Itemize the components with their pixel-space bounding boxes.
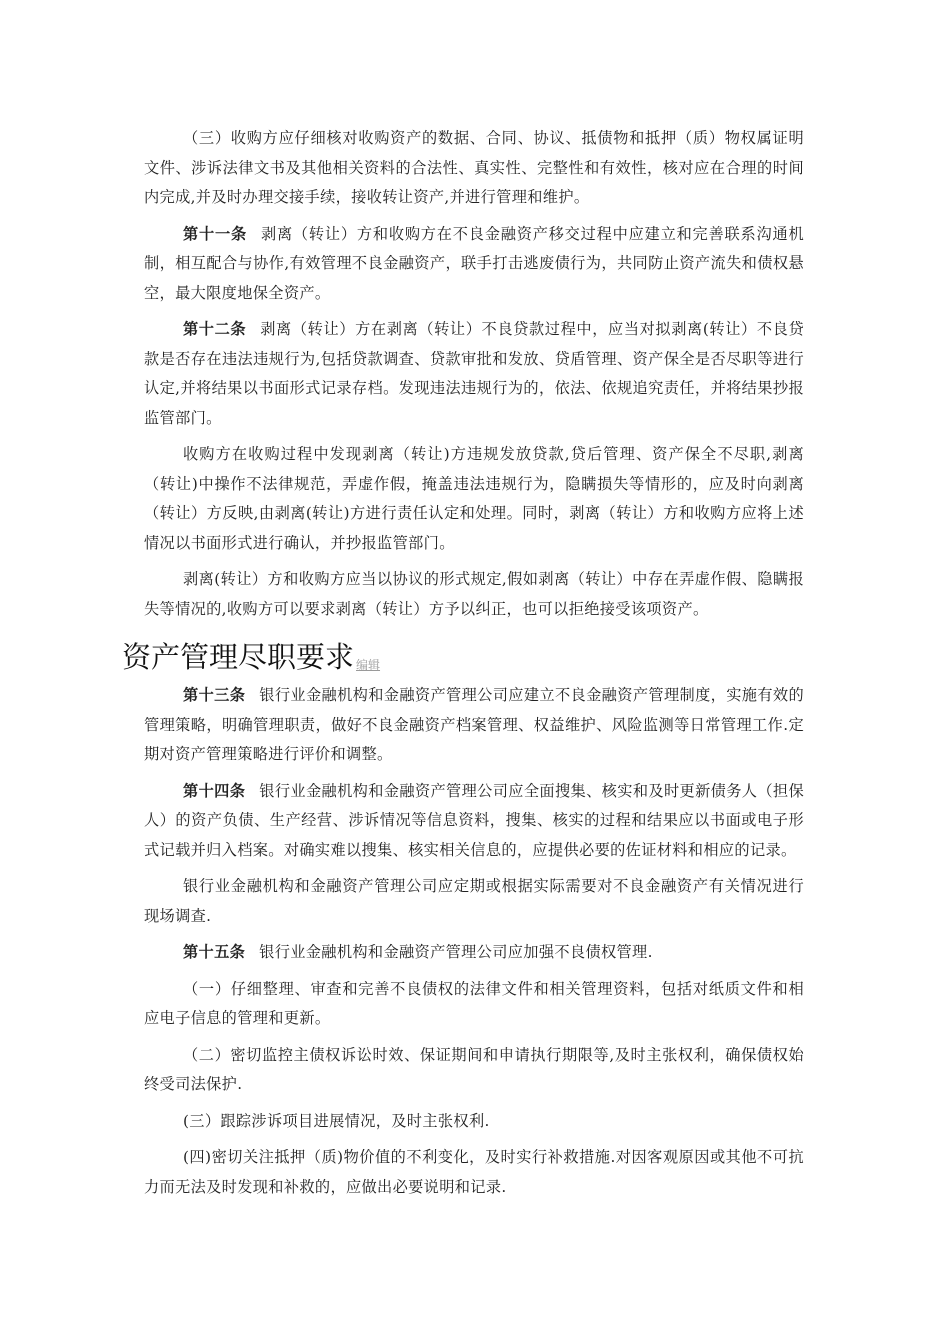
article-13-text: 银行业金融机构和金融资产管理公司应建立不良金融资产管理制度，实施有效的管理策略，明确管理职责，做好不良金融资产档案管理、权益维护、风险监测等日常管理工作.定期对资产管理策略进行评价和调整。 [144, 686, 805, 763]
article-12-label: 第十二条 [183, 320, 247, 338]
article-12 [144, 315, 804, 433]
paragraph-periodic-survey: 银行业金融机构和金融资产管理公司应定期或根据实际需要对不良金融资产有关情况进行现场调查. [144, 877, 804, 925]
edit-link[interactable]: 编辑 [356, 658, 381, 672]
article-14-label: 第十四条 [183, 781, 246, 800]
list-item-4: (四)密切关注抵押（质)物价值的不利变化，及时实行补救措施.对因客观原因或其他不可抗力而无法及时发现和补救的，应做出必要说明和记录. [144, 1148, 804, 1196]
article-15 [144, 938, 804, 968]
article-15-label: 第十五条 [183, 943, 246, 961]
article-15-text: 银行业金融机构和金融资产管理公司应加强不良债权管理. [259, 943, 653, 961]
list-item-2: （二）密切监控主债权诉讼时效、保证期间和申请执行期限等,及时主张权利，确保债权始终受司法保护. [144, 1045, 804, 1093]
article-12-text: 剥离（转让）方在剥离（转让）不良贷款过程中，应当对拟剥离(转让）不良贷款是否存在违法违规行为,包括贷款调查、贷款审批和发放、贷盾管理、资产保全是否尽职等进行认定,并将结果以书面形式记录存档。发现违法违规行为的，依法、依规追究责任，并将结果抄报监管部门。 [144, 320, 804, 427]
list-item-1: （一）仔细整理、审查和完善不良债权的法律文件和相关管理资料，包括对纸质文件和相应电子信息的管理和更新。 [144, 979, 804, 1027]
article-13-label: 第十三条 [183, 686, 246, 704]
paragraph-buyer-findings: 收购方在收购过程中发现剥离（转让)方违规发放贷款,贷后管理、资产保全不尽职,剥离（转让)中操作不法律规范，弄虚作假，掩盖违法违规行为，隐瞒损失等情形的，应及时向剥离（转让）方反映,由剥离(转让)方进行责任认定和处理。同时，剥离（转让）方和收购方应将上述情况以书面形式进行确认，并抄报监管部门。 [144, 445, 804, 552]
article-11 [144, 220, 804, 309]
article-11-text: 剥离（转让）方和收购方在不良金融资产移交过程中应建立和完善联系沟通机制，相互配合与协作,有效管理不良金融资产，联手打击逃废债行为，共同防止资产流失和债权悬空，最大限度地保全资产。 [144, 224, 804, 302]
paragraph-acquirer-verification: （三）收购方应仔细核对收购资产的数据、合同、协议、抵债物和抵押（质）物权属证明文件、涉诉法律文书及其他相关资料的合法性、真实性、完整性和有效性，核对应在合理的时间内完成,并及时办理交接手续，接收转让资产,并进行管理和维护。 [144, 129, 804, 206]
article-11-label: 第十一条 [183, 224, 247, 243]
section-title: 资产管理尽职要求 [122, 640, 355, 674]
list-item-3: (三）跟踪涉诉项目进展情况，及时主张权利. [183, 1111, 490, 1130]
article-14 [144, 777, 804, 866]
paragraph-agreement: 剥离(转让）方和收购方应当以协议的形式规定,假如剥离（转让）中存在弄虚作假、隐瞒报失等情况的,收购方可以要求剥离（转让）方予以纠正，也可以拒绝接受该项资产。 [144, 570, 804, 618]
article-14-text: 银行业金融机构和金融资产管理公司应全面搜集、核实和及时更新债务人（担保人）的资产负债、生产经营、涉诉情况等信息资料，搜集、核实的过程和结果应以书面或电子形式记载并归入档案。对确实难以搜集、核实相关信息的，应提供必要的佐证材料和相应的记录。 [144, 781, 805, 859]
section-heading [122, 631, 804, 677]
document-page [122, 124, 805, 1209]
article-13 [144, 681, 804, 770]
